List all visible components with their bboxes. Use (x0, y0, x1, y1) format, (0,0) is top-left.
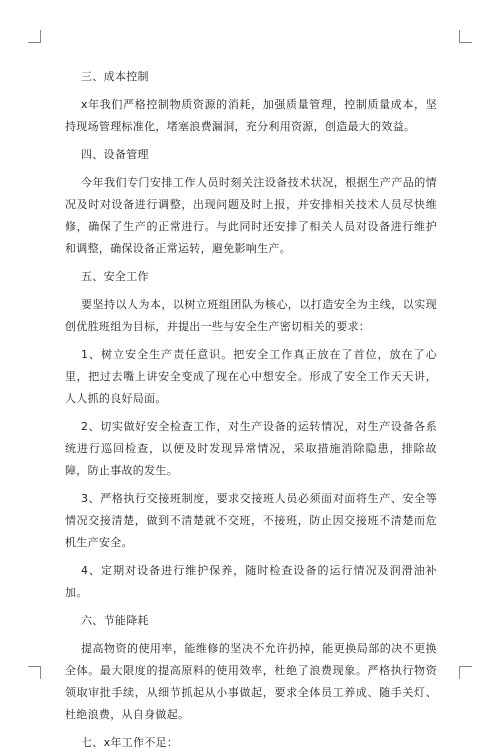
paragraph-safety-item-3: 3、严格执行交接班制度，要求交接班人员必须面对面将生产、安全等情况交接清楚，做到不清楚就不交班，不接班，防止因交接班不清楚而危机生产安全。 (65, 492, 437, 549)
crop-mark-bottom-left (28, 666, 41, 679)
paragraph-cost-control: x年我们严格控制物质资源的消耗，加强质量管理，控制质量成本，坚持现场管理标准化，堵塞浪费漏洞，充分利用资源，创造最大的效益。 (65, 98, 437, 133)
paragraph-energy-saving: 提高物资的使用率，能维修的坚决不允许扔掉，能更换局部的决不更换全体。最大限度的提高原料的使用效率，杜绝了浪费现象。严格执行物资领取审批手续，从细节抓起从小事做起，要求全体员工养成、随手关灯、杜绝浪费，从自身做起。 (65, 642, 437, 721)
paragraph-safety-item-1: 1、树立安全生产责任意识。把安全工作真正放在了首位，放在了心里，把过去嘴上讲安全变成了现在心中想安全。形成了安全工作天天讲，人人抓的良好局面。 (65, 348, 437, 405)
section-heading-safety: 五、安全工作 (81, 270, 149, 283)
section-heading-energy-saving: 六、节能降耗 (81, 614, 149, 627)
paragraph-safety-item-2: 2、切实做好安全检查工作，对生产设备的运转情况，对生产设备各系统进行巡回检查，以便及时发现异常情况，采取措施消除隐患，排除故障，防止事故的发生。 (65, 420, 437, 477)
crop-mark-top-left (28, 30, 41, 43)
paragraph-safety-item-4: 4、定期对设备进行维护保养，随时检查设备的运行情况及润滑油补加。 (65, 564, 437, 599)
paragraph-equipment: 今年我们专门安排工作人员时刻关注设备技术状况，根据生产产品的情况及时对设备进行调整，出现问题及时上报，并安排相关技术人员尽快维修，确保了生产的正常进行。与此同时还安排了相关人员对设备进行维护和调整，确保设备正常运转，避免影响生产。 (65, 176, 437, 255)
document-body (65, 66, 437, 754)
section-heading-shortcomings: 七、x年工作不足： (81, 736, 179, 749)
section-heading-cost-control: 三、成本控制 (81, 70, 149, 83)
paragraph-safety-intro: 要坚持以人为本，以树立班组团队为核心，以打造安全为主线，以实现创优胜班组为目标，并提出一些与安全生产密切相关的要求： (65, 298, 437, 333)
crop-mark-top-right (459, 30, 472, 43)
section-heading-equipment: 四、设备管理 (81, 148, 149, 161)
crop-mark-bottom-right (459, 666, 472, 679)
